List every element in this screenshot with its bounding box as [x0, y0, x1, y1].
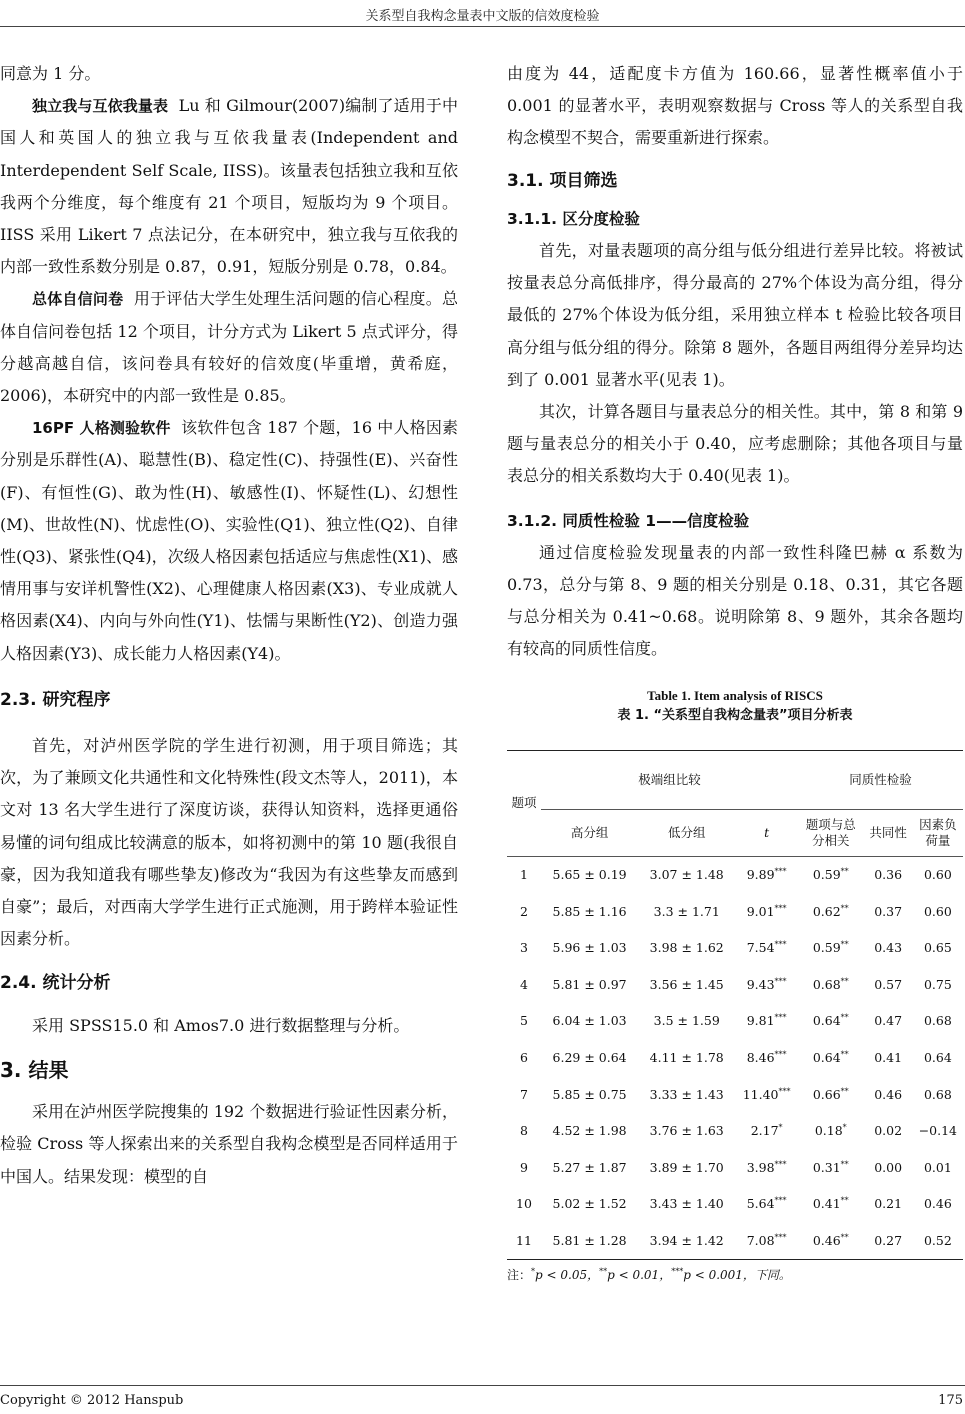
cell-low-value: 3.89 ± 1.70: [649, 1159, 724, 1175]
cell-high-value: 6.04 ± 1.03: [552, 1013, 627, 1029]
cell-item-value: 2: [520, 903, 528, 919]
paragraph: 同意为 1 分。: [0, 64, 101, 83]
cell-high: [541, 1003, 638, 1040]
cell-t: [735, 1223, 798, 1260]
cell-communality-value: 0.00: [874, 1159, 903, 1175]
cell-t-value: 5.64: [746, 1196, 775, 1212]
cell-communality-value: 0.27: [874, 1232, 903, 1248]
header-t: t: [764, 824, 770, 840]
item-analysis-table: [507, 750, 963, 1261]
cell-communality-value: 0.47: [874, 1013, 903, 1029]
cell-item: [507, 1149, 541, 1186]
header-line: 分相关: [811, 832, 850, 848]
cell-loading-value: 0.68: [923, 1086, 952, 1102]
cell-t: [735, 1040, 798, 1077]
significance-marker: **: [840, 1086, 849, 1096]
paragraph: [0, 283, 458, 412]
cell-communality-value: 0.43: [874, 940, 903, 956]
cell-low-value: 3.94 ± 1.42: [649, 1232, 724, 1248]
cell-item-total: [798, 1186, 864, 1223]
significance-marker: **: [840, 976, 849, 986]
subsection-heading: 3.1.1. 区分度检验: [507, 209, 640, 228]
significance-marker: ***: [774, 939, 787, 949]
cell-communality: [864, 1186, 913, 1223]
cell-item: [507, 1076, 541, 1113]
paragraph: [0, 412, 458, 670]
cell-communality: [864, 856, 913, 893]
cell-loading-value: 0.75: [923, 976, 952, 992]
cell-low: [638, 1149, 735, 1186]
cell-loading-value: −0.14: [918, 1123, 958, 1139]
cell-item-value: 6: [520, 1049, 528, 1065]
cell-communality-value: 0.21: [874, 1196, 903, 1212]
cell-high: [541, 930, 638, 967]
page-number: 175: [938, 1393, 963, 1408]
cell-item-total-value: 0.46: [812, 1232, 841, 1248]
table-row: [507, 1040, 963, 1077]
cell-communality-value: 0.57: [874, 976, 903, 992]
table-row: [507, 1186, 963, 1223]
cell-communality-value: 0.36: [874, 866, 903, 882]
cell-item-total-value: 0.31: [812, 1159, 841, 1175]
note-prefix: 注：: [507, 1268, 532, 1283]
cell-loading: [913, 893, 963, 930]
significance-marker: *: [842, 1122, 847, 1132]
cell-loading: [913, 966, 963, 1003]
header-loading: [913, 809, 963, 856]
table-row: [507, 856, 963, 893]
header-extreme-group: 极端组比较: [541, 750, 798, 809]
cell-t-value: 2.17: [750, 1123, 779, 1139]
section-heading: 2.3. 研究程序: [0, 689, 111, 710]
note-text: p < 0.05，: [535, 1268, 600, 1283]
cell-item-total: [798, 1076, 864, 1113]
cell-low-value: 3.56 ± 1.45: [649, 976, 724, 992]
cell-item-total-value: 0.41: [812, 1196, 841, 1212]
cell-loading: [913, 1186, 963, 1223]
cell-item-total: [798, 966, 864, 1003]
cell-loading-value: 0.68: [923, 1013, 952, 1029]
cell-loading: [913, 1003, 963, 1040]
significance-marker: **: [840, 1013, 849, 1023]
paragraph: 由度为 44，适配度卡方值为 160.66，显著性概率值小于 0.001 的显著水平，表明观察数据与 Cross 等人的关系型自我构念模型不契合，需要重新进行探索。: [507, 64, 963, 148]
cell-t: [735, 893, 798, 930]
cell-item: [507, 1113, 541, 1150]
cell-item: [507, 856, 541, 893]
cell-communality-value: 0.41: [874, 1049, 903, 1065]
header-line: 荷量: [925, 832, 951, 848]
header-low: 低分组: [667, 824, 706, 840]
cell-high: [541, 1186, 638, 1223]
cell-item-value: 10: [516, 1196, 532, 1212]
cell-high-value: 5.81 ± 0.97: [552, 976, 627, 992]
cell-loading-value: 0.52: [923, 1232, 952, 1248]
cell-high-value: 5.02 ± 1.52: [552, 1196, 627, 1212]
significance-marker: ***: [774, 866, 787, 876]
note-text: p < 0.01，: [607, 1268, 672, 1283]
cell-low: [638, 1223, 735, 1260]
table-row: [507, 930, 963, 967]
significance-marker: **: [840, 1049, 849, 1059]
cell-item-total: [798, 1223, 864, 1260]
cell-t-value: 3.98: [746, 1159, 775, 1175]
cell-high: [541, 1113, 638, 1150]
cell-t: [735, 1186, 798, 1223]
cell-high-value: 6.29 ± 0.64: [552, 1049, 627, 1065]
cell-t: [735, 930, 798, 967]
significance-marker: ***: [774, 1196, 787, 1206]
cell-low: [638, 1076, 735, 1113]
cell-loading: [913, 1040, 963, 1077]
cell-item-value: 3: [520, 940, 528, 956]
table-row: [507, 1003, 963, 1040]
paragraph-text: 用于评估大学生处理生活问题的信心程度。总体自信问卷包括 12 个项目，计分方式为 Likert 5 点式评分，得分越高越自信，该问卷具有较好的信效度(毕重增，黄希庭，2006)，本研究中的内部一致性是 0.85。: [0, 289, 458, 406]
cell-loading: [913, 1076, 963, 1113]
cell-item: [507, 1223, 541, 1260]
section-heading: 3.1. 项目筛选: [507, 170, 618, 191]
cell-item-total-value: 0.68: [812, 976, 841, 992]
table-caption: [507, 686, 963, 726]
cell-item-total: [798, 930, 864, 967]
footer-rule: [0, 1385, 965, 1386]
table-row: [507, 1113, 963, 1150]
paragraph: 首先，对量表题项的高分组与低分组进行差异比较。将被试按量表总分高低排序，得分最高的 27%个体设为高分组，得分最低的 27%个体设为低分组，采用独立样本 t 检验比较各项目高分组与低分组的得分。除第 8 题外，各题目两组得分差异均达到了 0.001 显著水平(见表 1)。: [507, 241, 963, 389]
note-sig: **: [599, 1267, 608, 1277]
table-note: [507, 1266, 963, 1284]
significance-marker: ***: [774, 1049, 787, 1059]
significance-marker: **: [840, 903, 849, 913]
cell-loading-value: 0.46: [923, 1196, 952, 1212]
cell-low: [638, 966, 735, 1003]
cell-t-value: 9.81: [746, 1013, 775, 1029]
cell-t: [735, 1149, 798, 1186]
paragraph: [0, 90, 458, 283]
cell-communality: [864, 966, 913, 1003]
left-column: [0, 58, 458, 1193]
cell-loading: [913, 1223, 963, 1260]
cell-t-value: 11.40: [742, 1086, 779, 1102]
table-row: [507, 966, 963, 1003]
paragraph-lead: 总体自信问卷: [32, 290, 124, 309]
cell-high-value: 5.96 ± 1.03: [552, 940, 627, 956]
paragraph: 通过信度检验发现量表的内部一致性科隆巴赫 α 系数为 0.73，总分与第 8、9 题的相关分别是 0.18、0.31，其它各题与总分相关为 0.41~0.68。说明除第 8、9 题外，其余各题均有较高的同质性信度。: [507, 542, 963, 659]
cell-low-value: 3.33 ± 1.43: [649, 1086, 724, 1102]
cell-t-value: 9.43: [746, 976, 775, 992]
section-heading: 2.4. 统计分析: [0, 973, 111, 994]
table-row: [507, 1076, 963, 1113]
cell-communality: [864, 1113, 913, 1150]
header-high: 高分组: [570, 824, 609, 840]
cell-low-value: 3.07 ± 1.48: [649, 866, 724, 882]
cell-t-value: 8.46: [746, 1049, 775, 1065]
cell-item: [507, 1003, 541, 1040]
cell-high: [541, 893, 638, 930]
cell-low: [638, 1186, 735, 1223]
header-communality: 共同性: [869, 824, 907, 840]
subsection-heading: 3.1.2. 同质性检验 1——信度检验: [507, 511, 750, 530]
cell-high-value: 5.27 ± 1.87: [552, 1159, 627, 1175]
table-row: [507, 1149, 963, 1186]
paragraph-lead: 独立我与互依我量表: [32, 97, 169, 116]
cell-loading-value: 0.65: [923, 940, 952, 956]
significance-marker: ***: [774, 1232, 787, 1242]
cell-low-value: 3.98 ± 1.62: [649, 940, 724, 956]
cell-t: [735, 1113, 798, 1150]
cell-high: [541, 1149, 638, 1186]
cell-t: [735, 856, 798, 893]
cell-item-total-value: 0.59: [812, 940, 841, 956]
cell-communality-value: 0.46: [874, 1086, 903, 1102]
cell-high: [541, 966, 638, 1003]
significance-marker: **: [840, 939, 849, 949]
cell-item-total-value: 0.66: [812, 1086, 841, 1102]
cell-t-value: 9.01: [746, 903, 775, 919]
cell-communality: [864, 893, 913, 930]
cell-communality-value: 0.37: [874, 903, 903, 919]
cell-high-value: 5.85 ± 0.75: [552, 1086, 627, 1102]
cell-low-value: 3.3 ± 1.71: [653, 903, 720, 919]
significance-marker: **: [840, 1196, 849, 1206]
cell-loading: [913, 1113, 963, 1150]
cell-loading-value: 0.01: [923, 1159, 952, 1175]
cell-t: [735, 1076, 798, 1113]
significance-marker: **: [840, 1232, 849, 1242]
cell-item-value: 1: [520, 866, 528, 882]
cell-item-value: 9: [520, 1159, 528, 1175]
significance-marker: **: [840, 1159, 849, 1169]
cell-loading: [913, 1149, 963, 1186]
significance-marker: ***: [774, 903, 787, 913]
header-line: 题项与总: [805, 816, 856, 832]
cell-item: [507, 930, 541, 967]
paragraph: 首先，对泸州医学院的学生进行初测，用于项目筛选；其次，为了兼顾文化共通性和文化特殊性(段文杰等人，2011)，本文对 13 名大学生进行了深度访谈，获得认知资料，选择更通俗易懂的词句组成比较满意的版本，如将初测中的第 10 题(我很自豪，因为我知道我有哪些挚友)修改为“我因为有这些挚友而感到自豪”；最后，对西南大学学生进行正式施测，用于跨样本验证性因素分析。: [0, 736, 458, 949]
cell-item-value: 4: [520, 976, 528, 992]
cell-loading-value: 0.60: [923, 903, 952, 919]
cell-item-total-value: 0.59: [812, 866, 841, 882]
header-homogeneity-group: 同质性检验: [798, 750, 963, 809]
significance-marker: ***: [774, 1013, 787, 1023]
cell-t-value: 9.89: [746, 866, 775, 882]
cell-communality: [864, 1149, 913, 1186]
cell-high: [541, 856, 638, 893]
cell-item-total: [798, 1040, 864, 1077]
cell-loading-value: 0.60: [923, 866, 952, 882]
running-header: 关系型自我构念量表中文版的信效度检验: [365, 9, 600, 24]
section-heading: 3. 结果: [0, 1057, 69, 1082]
cell-item-total-value: 0.64: [812, 1013, 841, 1029]
cell-low-value: 3.76 ± 1.63: [649, 1123, 724, 1139]
table-caption-zh: 表 1. “关系型自我构念量表”项目分析表: [617, 707, 853, 723]
cell-item-total-value: 0.18: [814, 1123, 843, 1139]
right-column: [507, 58, 963, 1284]
cell-item-total: [798, 856, 864, 893]
cell-item: [507, 966, 541, 1003]
cell-loading-value: 0.64: [923, 1049, 952, 1065]
cell-high: [541, 1076, 638, 1113]
cell-high-value: 5.81 ± 1.28: [552, 1232, 627, 1248]
cell-item-value: 5: [520, 1013, 528, 1029]
cell-item-total-value: 0.62: [812, 903, 841, 919]
cell-communality-value: 0.02: [874, 1123, 903, 1139]
paragraph-text: Lu 和 Gilmour(2007)编制了适用于中国人和英国人的独立我与互依我量表(Independent and Interdependent Self Scale, IISS)。该量表包括独立我和互依我两个分维度，每个维度有 21 个项目，短版均为 9 个项目。IISS 采用 Likert 7 点法记分，在本研究中，独立我与互依我的内部一致性系数分别是 0.87，0.91，短版分别是 0.78，0.84。: [0, 96, 458, 277]
header-line: 因素负: [919, 816, 957, 832]
cell-low-value: 3.5 ± 1.59: [653, 1013, 720, 1029]
cell-high: [541, 1040, 638, 1077]
cell-t-value: 7.08: [746, 1232, 775, 1248]
cell-item-total: [798, 1113, 864, 1150]
cell-item-total: [798, 1003, 864, 1040]
note-text: p < 0.001，下同。: [683, 1268, 791, 1283]
cell-high-value: 5.65 ± 0.19: [552, 866, 627, 882]
significance-marker: ***: [774, 1159, 787, 1169]
cell-low: [638, 1003, 735, 1040]
paragraph-lead: 16PF 人格测验软件: [32, 419, 171, 438]
cell-low: [638, 930, 735, 967]
note-sig: *: [531, 1267, 536, 1277]
cell-loading: [913, 930, 963, 967]
note-sig: ***: [671, 1267, 684, 1277]
significance-marker: **: [840, 866, 849, 876]
table-row: [507, 1223, 963, 1260]
cell-t: [735, 966, 798, 1003]
cell-communality: [864, 1076, 913, 1113]
table-row: [507, 893, 963, 930]
cell-high-value: 5.85 ± 1.16: [552, 903, 627, 919]
cell-item: [507, 1186, 541, 1223]
cell-high-value: 4.52 ± 1.98: [552, 1123, 627, 1139]
paragraph: 采用在泸州医学院搜集的 192 个数据进行验证性因素分析，检验 Cross 等人探索出来的关系型自我构念模型是否同样适用于中国人。结果发现：模型的自: [0, 1102, 458, 1186]
cell-low: [638, 1113, 735, 1150]
cell-t: [735, 1003, 798, 1040]
cell-loading: [913, 856, 963, 893]
paragraph-text: 该软件包含 187 个题，16 中人格因素分别是乐群性(A)、聪慧性(B)、稳定性(C)、持强性(E)、兴奋性(F)、有恒性(G)、敢为性(H)、敏感性(I)、怀疑性(L)、幻想性(M)、世故性(N)、忧虑性(O)、实验性(Q1)、独立性(Q2)、自律性(Q3)、紧张性(Q4)，次级人格因素包括适应与焦虑性(X1)、感情用事与安详机警性(X2)、心理健康人格因素(X3)、专业成就人格因素(X4)、内向与外向性(Y1)、怯懦与果断性(Y2)、创造力强人格因素(Y3)、成长能力人格因素(Y4)。: [0, 418, 458, 663]
cell-communality: [864, 930, 913, 967]
cell-item: [507, 1040, 541, 1077]
header-item-total: [798, 809, 864, 856]
cell-low: [638, 893, 735, 930]
paragraph: 其次，计算各题目与量表总分的相关性。其中，第 8 和第 9 题与量表总分的相关小于 0.40，应考虑删除；其他各项目与量表总分的相关系数均大于 0.40(见表 1)。: [507, 402, 963, 486]
significance-marker: ***: [778, 1086, 791, 1096]
paragraph: 采用 SPSS15.0 和 Amos7.0 进行数据整理与分析。: [32, 1015, 410, 1035]
header-item: 题项: [511, 795, 537, 811]
cell-item: [507, 893, 541, 930]
cell-t-value: 7.54: [746, 940, 775, 956]
cell-item-value: 7: [520, 1086, 528, 1102]
header-rule: [0, 26, 965, 27]
cell-low-value: 3.43 ± 1.40: [649, 1196, 724, 1212]
cell-item-total: [798, 893, 864, 930]
significance-marker: ***: [774, 976, 787, 986]
cell-low: [638, 1040, 735, 1077]
footer-copyright: Copyright © 2012 Hanspub: [0, 1393, 184, 1408]
cell-item-total-value: 0.64: [812, 1049, 841, 1065]
table-caption-en: Table 1. Item analysis of RISCS: [647, 687, 823, 703]
cell-communality: [864, 1223, 913, 1260]
cell-item-value: 11: [516, 1232, 532, 1248]
cell-item-value: 8: [520, 1123, 528, 1139]
cell-low-value: 4.11 ± 1.78: [649, 1049, 724, 1065]
cell-low: [638, 856, 735, 893]
significance-marker: *: [778, 1122, 783, 1132]
cell-communality: [864, 1040, 913, 1077]
cell-communality: [864, 1003, 913, 1040]
cell-item-total: [798, 1149, 864, 1186]
cell-high: [541, 1223, 638, 1260]
